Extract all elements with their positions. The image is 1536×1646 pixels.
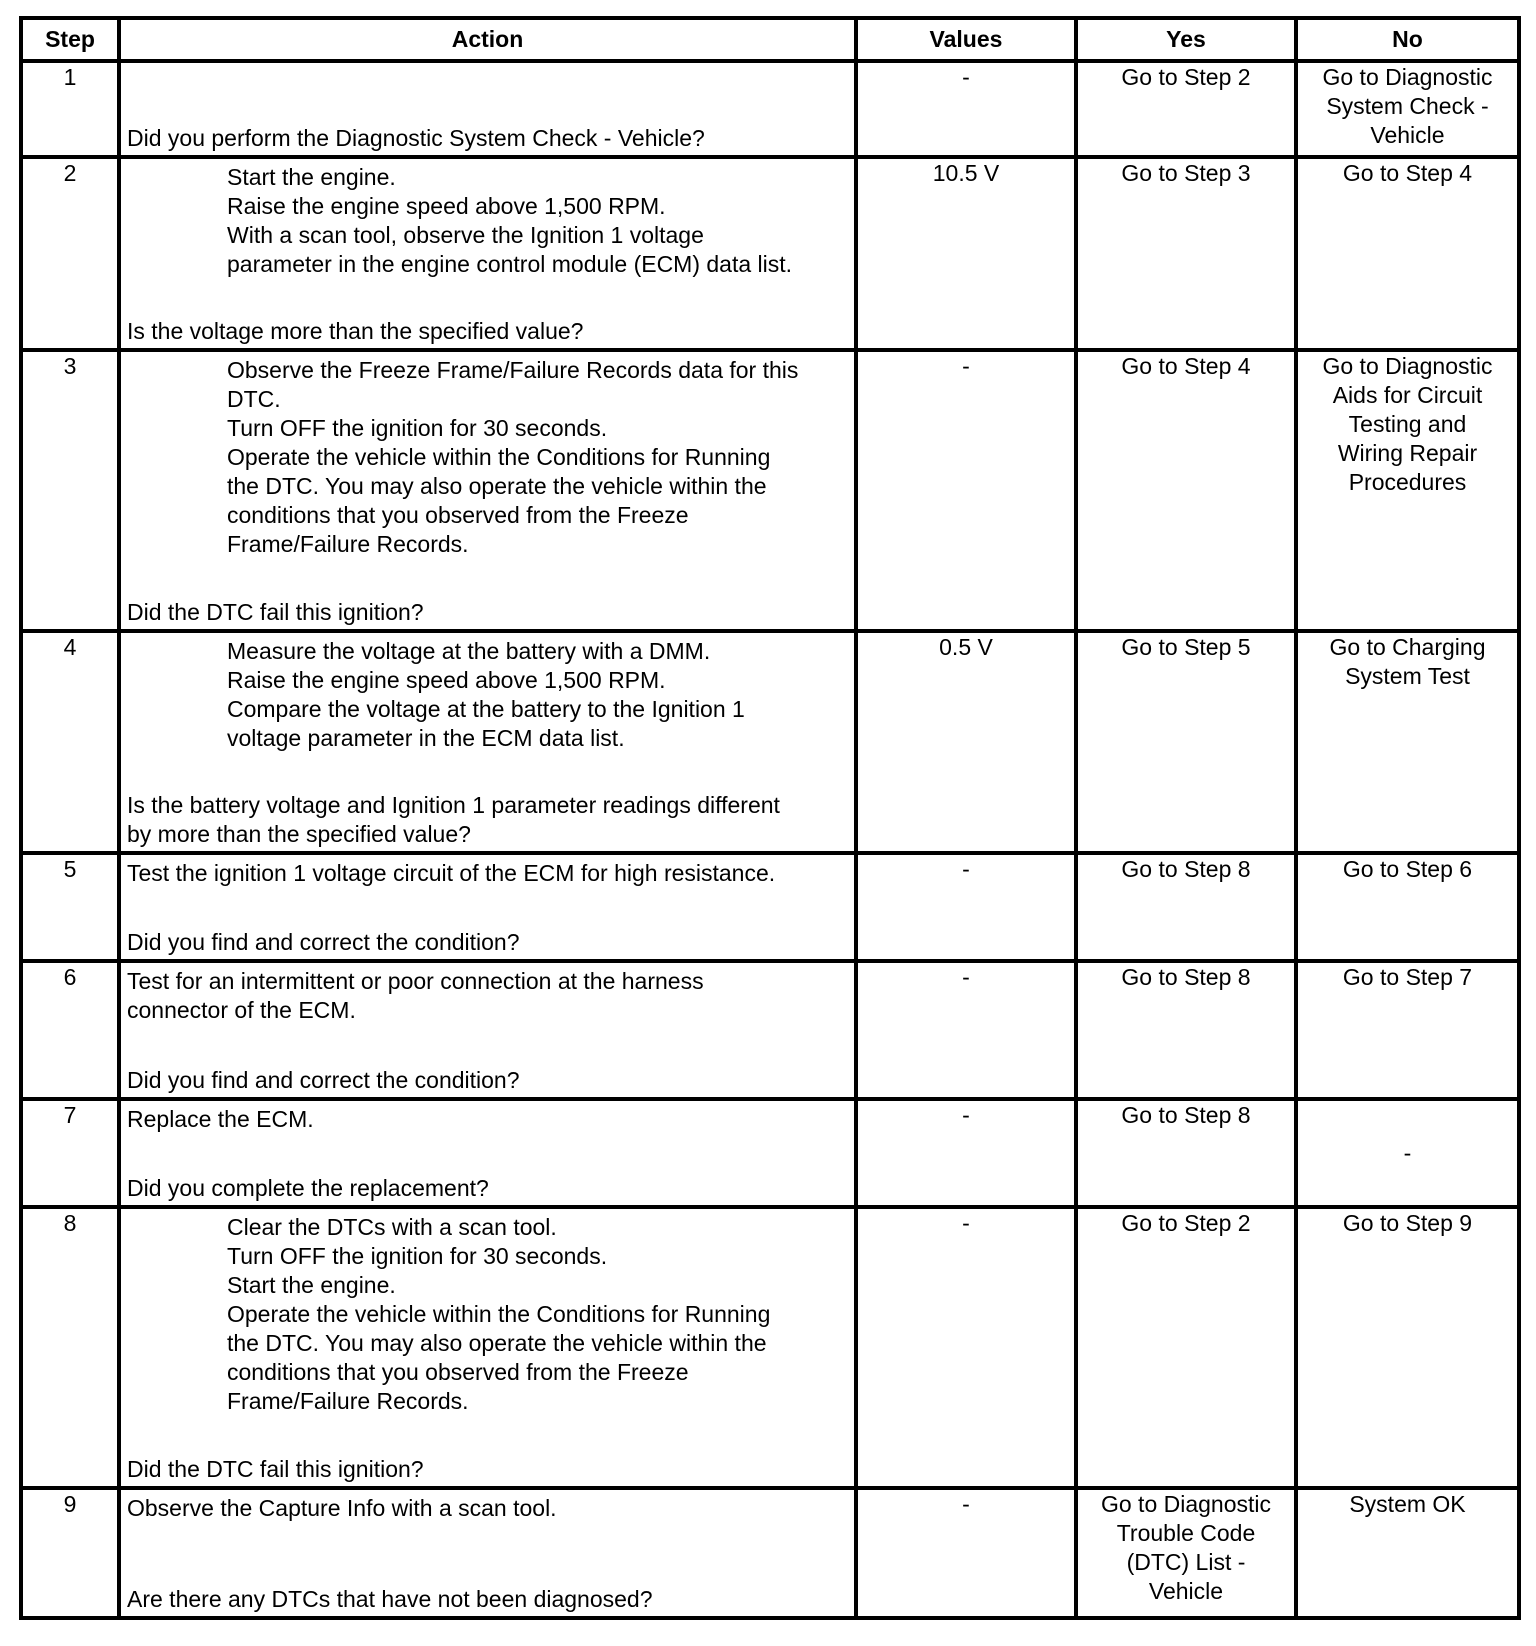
procedure-line: Frame/Failure Records. [227, 1388, 469, 1414]
action-content [121, 352, 854, 629]
procedure-steps [127, 1213, 848, 1416]
no-cell [1296, 1099, 1519, 1207]
action-cell [119, 61, 856, 157]
table-body [21, 61, 1519, 1618]
table-row [21, 350, 1519, 631]
action-question [127, 598, 848, 627]
yes-line: Go to Step 8 [1121, 1102, 1251, 1128]
no-line: System Test [1345, 663, 1470, 689]
procedure-line: Compare the voltage at the battery to the Ignition 1 [227, 696, 745, 722]
question-line: Did you complete the replacement? [127, 1175, 489, 1201]
question-line: Did you find and correct the condition? [127, 1067, 520, 1093]
table-row [21, 1099, 1519, 1207]
action-text [127, 1105, 848, 1134]
action-question [127, 1066, 848, 1095]
action-text [127, 859, 848, 888]
procedure-line: DTC. [227, 386, 281, 412]
no-cell [1296, 853, 1519, 961]
no-line: Go to Step 4 [1342, 160, 1473, 186]
action-instructions [127, 967, 848, 1025]
yes-line: Go to Diagnostic [1100, 1491, 1272, 1517]
procedure-steps [127, 163, 848, 279]
procedure-line: Operate the vehicle within the Conditions for Running [227, 1301, 771, 1327]
table-row [21, 1488, 1519, 1618]
action-line: Replace the ECM. [127, 1106, 314, 1132]
header-action: Action [119, 18, 856, 61]
procedure-line: Start the engine. [227, 1272, 396, 1298]
action-cell [119, 350, 856, 631]
no-cell [1296, 157, 1519, 350]
procedure-line: Turn OFF the ignition for 30 seconds. [227, 1243, 608, 1269]
step-number: 8 [21, 1207, 119, 1488]
no-line: Go to Step 7 [1342, 964, 1473, 990]
value-cell: - [856, 1207, 1076, 1488]
action-question [127, 1455, 848, 1484]
action-cell [119, 961, 856, 1099]
yes-cell [1076, 1207, 1296, 1488]
yes-cell [1076, 350, 1296, 631]
value-cell: 0.5 V [856, 631, 1076, 853]
question-line: Did the DTC fail this ignition? [127, 599, 424, 625]
no-line: - [1403, 1139, 1412, 1166]
procedure-line: Observe the Freeze Frame/Failure Records data for this [227, 357, 799, 383]
no-line: Go to Diagnostic [1322, 64, 1493, 90]
procedure-line: the DTC. You may also operate the vehicle within the [227, 1330, 767, 1356]
action-question [127, 1585, 848, 1614]
step-number: 6 [21, 961, 119, 1099]
step-number: 4 [21, 631, 119, 853]
question-line: Did the DTC fail this ignition? [127, 1456, 424, 1482]
action-line: Test for an intermittent or poor connection at the harness [127, 968, 704, 994]
action-text [127, 1494, 848, 1523]
action-content [121, 63, 854, 155]
action-question [127, 928, 848, 957]
action-content [121, 633, 854, 851]
step-number: 5 [21, 853, 119, 961]
yes-line: Vehicle [1148, 1578, 1224, 1604]
header-yes: Yes [1076, 18, 1296, 61]
action-instructions [127, 1105, 848, 1134]
action-content [121, 1209, 854, 1486]
action-question [127, 1174, 848, 1203]
procedure-line: With a scan tool, observe the Ignition 1 voltage [227, 222, 704, 248]
header-values: Values [856, 18, 1076, 61]
procedure-line: Operate the vehicle within the Conditions for Running [227, 444, 771, 470]
procedure-line: parameter in the engine control module (ECM) data list. [227, 251, 793, 277]
header-row [21, 18, 1519, 61]
procedure-steps [127, 356, 848, 559]
step-number: 7 [21, 1099, 119, 1207]
action-cell [119, 157, 856, 350]
procedure-line: conditions that you observed from the Freeze [227, 502, 689, 528]
value-cell: - [856, 1099, 1076, 1207]
step-number: 3 [21, 350, 119, 631]
yes-line: Trouble Code [1116, 1520, 1256, 1546]
table-row [21, 61, 1519, 157]
yes-line: Go to Step 3 [1121, 160, 1251, 186]
action-line: Observe the Capture Info with a scan tool. [127, 1495, 557, 1521]
question-line: Is the voltage more than the specified value? [127, 318, 584, 344]
action-question [127, 317, 848, 346]
question-line: by more than the specified value? [127, 821, 471, 847]
procedure-line: Raise the engine speed above 1,500 RPM. [227, 193, 666, 219]
yes-line: Go to Step 2 [1121, 64, 1251, 90]
yes-line: Go to Step 4 [1121, 353, 1251, 379]
no-cell [1296, 1207, 1519, 1488]
step-number: 9 [21, 1488, 119, 1618]
procedure-line: Start the engine. [227, 164, 396, 190]
table-row [21, 1207, 1519, 1488]
action-content [121, 159, 854, 348]
yes-cell [1076, 61, 1296, 157]
yes-line: Go to Step 5 [1121, 634, 1251, 660]
action-content [121, 963, 854, 1097]
step-number: 1 [21, 61, 119, 157]
yes-cell [1076, 961, 1296, 1099]
no-line: Vehicle [1370, 122, 1445, 148]
no-cell [1296, 61, 1519, 157]
no-cell [1296, 1488, 1519, 1618]
action-instructions [127, 163, 848, 279]
yes-cell [1076, 1099, 1296, 1207]
no-cell [1296, 961, 1519, 1099]
procedure-line: Raise the engine speed above 1,500 RPM. [227, 667, 666, 693]
yes-line: (DTC) List - [1126, 1549, 1246, 1575]
value-cell: - [856, 961, 1076, 1099]
procedure-line: Frame/Failure Records. [227, 531, 469, 557]
value-cell: 10.5 V [856, 157, 1076, 350]
header-no: No [1296, 18, 1519, 61]
action-content [121, 1101, 854, 1205]
no-line: Go to Charging [1329, 634, 1486, 660]
table-row [21, 157, 1519, 350]
yes-line: Go to Step 2 [1121, 1210, 1251, 1236]
procedure-line: Clear the DTCs with a scan tool. [227, 1214, 557, 1240]
value-cell: - [856, 853, 1076, 961]
no-line: System OK [1349, 1491, 1466, 1517]
yes-cell [1076, 853, 1296, 961]
procedure-line: Turn OFF the ignition for 30 seconds. [227, 415, 608, 441]
action-cell [119, 1207, 856, 1488]
action-line: connector of the ECM. [127, 997, 356, 1023]
procedure-line: Measure the voltage at the battery with a DMM. [227, 638, 711, 664]
action-content [121, 855, 854, 959]
action-content [121, 1490, 854, 1616]
action-cell [119, 1099, 856, 1207]
step-number: 2 [21, 157, 119, 350]
no-line: Testing and [1348, 411, 1467, 437]
action-instructions [127, 637, 848, 753]
action-question [127, 124, 848, 153]
action-cell [119, 1488, 856, 1618]
no-line: Wiring Repair [1337, 440, 1478, 466]
no-cell [1296, 350, 1519, 631]
diagnostic-table [19, 16, 1521, 1620]
action-cell [119, 853, 856, 961]
action-instructions [127, 1494, 848, 1523]
no-cell [1296, 631, 1519, 853]
table-row [21, 853, 1519, 961]
question-line: Is the battery voltage and Ignition 1 parameter readings different [127, 792, 780, 818]
procedure-line: voltage parameter in the ECM data list. [227, 725, 625, 751]
table-row [21, 961, 1519, 1099]
no-line: Procedures [1348, 469, 1467, 495]
no-line: Go to Diagnostic [1322, 353, 1493, 379]
no-line: Go to Step 6 [1342, 856, 1473, 882]
no-line: System Check - [1326, 93, 1489, 119]
question-line: Did you perform the Diagnostic System Check - Vehicle? [127, 125, 705, 151]
action-cell [119, 631, 856, 853]
no-line: Go to Step 9 [1342, 1210, 1473, 1236]
yes-cell [1076, 1488, 1296, 1618]
action-line: Test the ignition 1 voltage circuit of the ECM for high resistance. [127, 860, 776, 886]
value-cell: - [856, 1488, 1076, 1618]
action-text [127, 967, 848, 1025]
action-question [127, 791, 848, 849]
procedure-steps [127, 637, 848, 753]
question-line: Did you find and correct the condition? [127, 929, 520, 955]
question-line: Are there any DTCs that have not been diagnosed? [127, 1586, 653, 1612]
action-instructions [127, 356, 848, 559]
value-cell: - [856, 350, 1076, 631]
value-cell: - [856, 61, 1076, 157]
header-step: Step [21, 18, 119, 61]
yes-line: Go to Step 8 [1121, 856, 1251, 882]
yes-cell [1076, 157, 1296, 350]
procedure-line: conditions that you observed from the Freeze [227, 1359, 689, 1385]
yes-line: Go to Step 8 [1121, 964, 1251, 990]
action-instructions [127, 1213, 848, 1416]
table-row [21, 631, 1519, 853]
no-line: Aids for Circuit [1332, 382, 1483, 408]
yes-cell [1076, 631, 1296, 853]
action-instructions [127, 859, 848, 888]
procedure-line: the DTC. You may also operate the vehicle within the [227, 473, 767, 499]
